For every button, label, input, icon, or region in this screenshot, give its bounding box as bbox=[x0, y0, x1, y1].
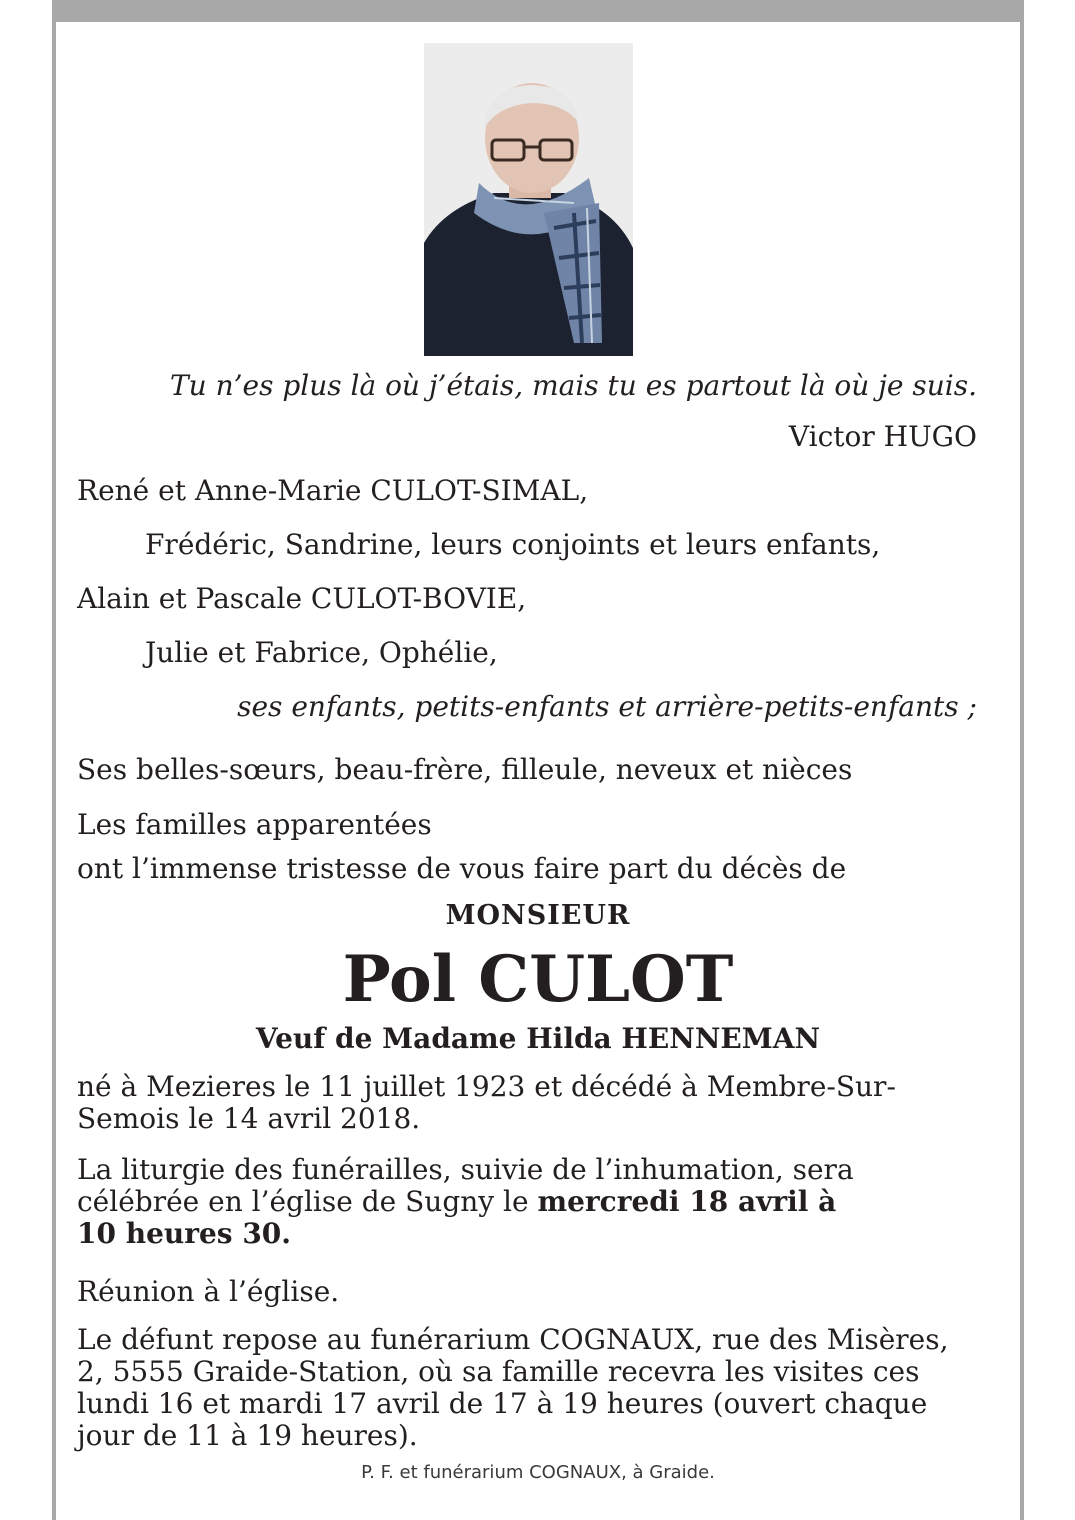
text-line: La liturgie des funérailles, suivie de l’inhumation, sera bbox=[77, 1153, 854, 1186]
text-line: 2, 5555 Graide-Station, où sa famille recevra les visites ces bbox=[77, 1355, 920, 1388]
text-line bbox=[77, 1186, 997, 1218]
text-line bbox=[77, 1218, 997, 1250]
deceased-name: Pol CULOT bbox=[342, 942, 734, 1017]
text-line: jour de 11 à 19 heures). bbox=[77, 1419, 418, 1452]
liturgy-date: mercredi 18 avril à bbox=[537, 1185, 837, 1218]
birth-death-paragraph bbox=[77, 1071, 997, 1135]
liturgy-time: 10 heures 30. bbox=[77, 1217, 292, 1250]
text-line: né à Mezieres le 11 juillet 1923 et décédé à Membre-Sur- bbox=[77, 1070, 896, 1103]
portrait-photo bbox=[424, 43, 633, 356]
family-line: René et Anne-Marie CULOT-SIMAL, bbox=[77, 474, 589, 507]
text-line: lundi 16 et mardi 17 avril de 17 à 19 heures (ouvert chaque bbox=[77, 1387, 928, 1420]
meeting-line: Réunion à l’église. bbox=[77, 1275, 340, 1308]
obituary-card bbox=[56, 22, 1020, 1520]
funeral-home-footer: P. F. et funérarium COGNAUX, à Graide. bbox=[361, 1462, 715, 1483]
announcement-line: ont l’immense tristesse de vous faire part du décès de bbox=[77, 852, 847, 885]
liturgy-paragraph bbox=[77, 1154, 997, 1250]
deceased-title: MONSIEUR bbox=[445, 900, 631, 931]
family-line: Julie et Fabrice, Ophélie, bbox=[145, 636, 498, 669]
deceased-spouse: Veuf de Madame Hilda HENNEMAN bbox=[255, 1022, 821, 1055]
text-line: Semois le 14 avril 2018. bbox=[77, 1102, 421, 1135]
family-relation: ses enfants, petits-enfants et arrière-petits-enfants ; bbox=[237, 690, 977, 723]
rest-paragraph bbox=[77, 1324, 997, 1452]
text-line: Le défunt repose au funérarium COGNAUX, rue des Misères, bbox=[77, 1323, 949, 1356]
family-line: Ses belles-sœurs, beau-frère, filleule, neveux et nièces bbox=[77, 753, 853, 786]
family-line: Alain et Pascale CULOT-BOVIE, bbox=[77, 582, 527, 615]
family-line: Les familles apparentées bbox=[77, 808, 432, 841]
quote-text: Tu n’es plus là où j’étais, mais tu es partout là où je suis. bbox=[169, 369, 977, 402]
family-line: Frédéric, Sandrine, leurs conjoints et leurs enfants, bbox=[145, 528, 881, 561]
quote-author: Victor HUGO bbox=[788, 420, 977, 453]
liturgy-text: célébrée en l’église de Sugny le bbox=[77, 1185, 538, 1218]
